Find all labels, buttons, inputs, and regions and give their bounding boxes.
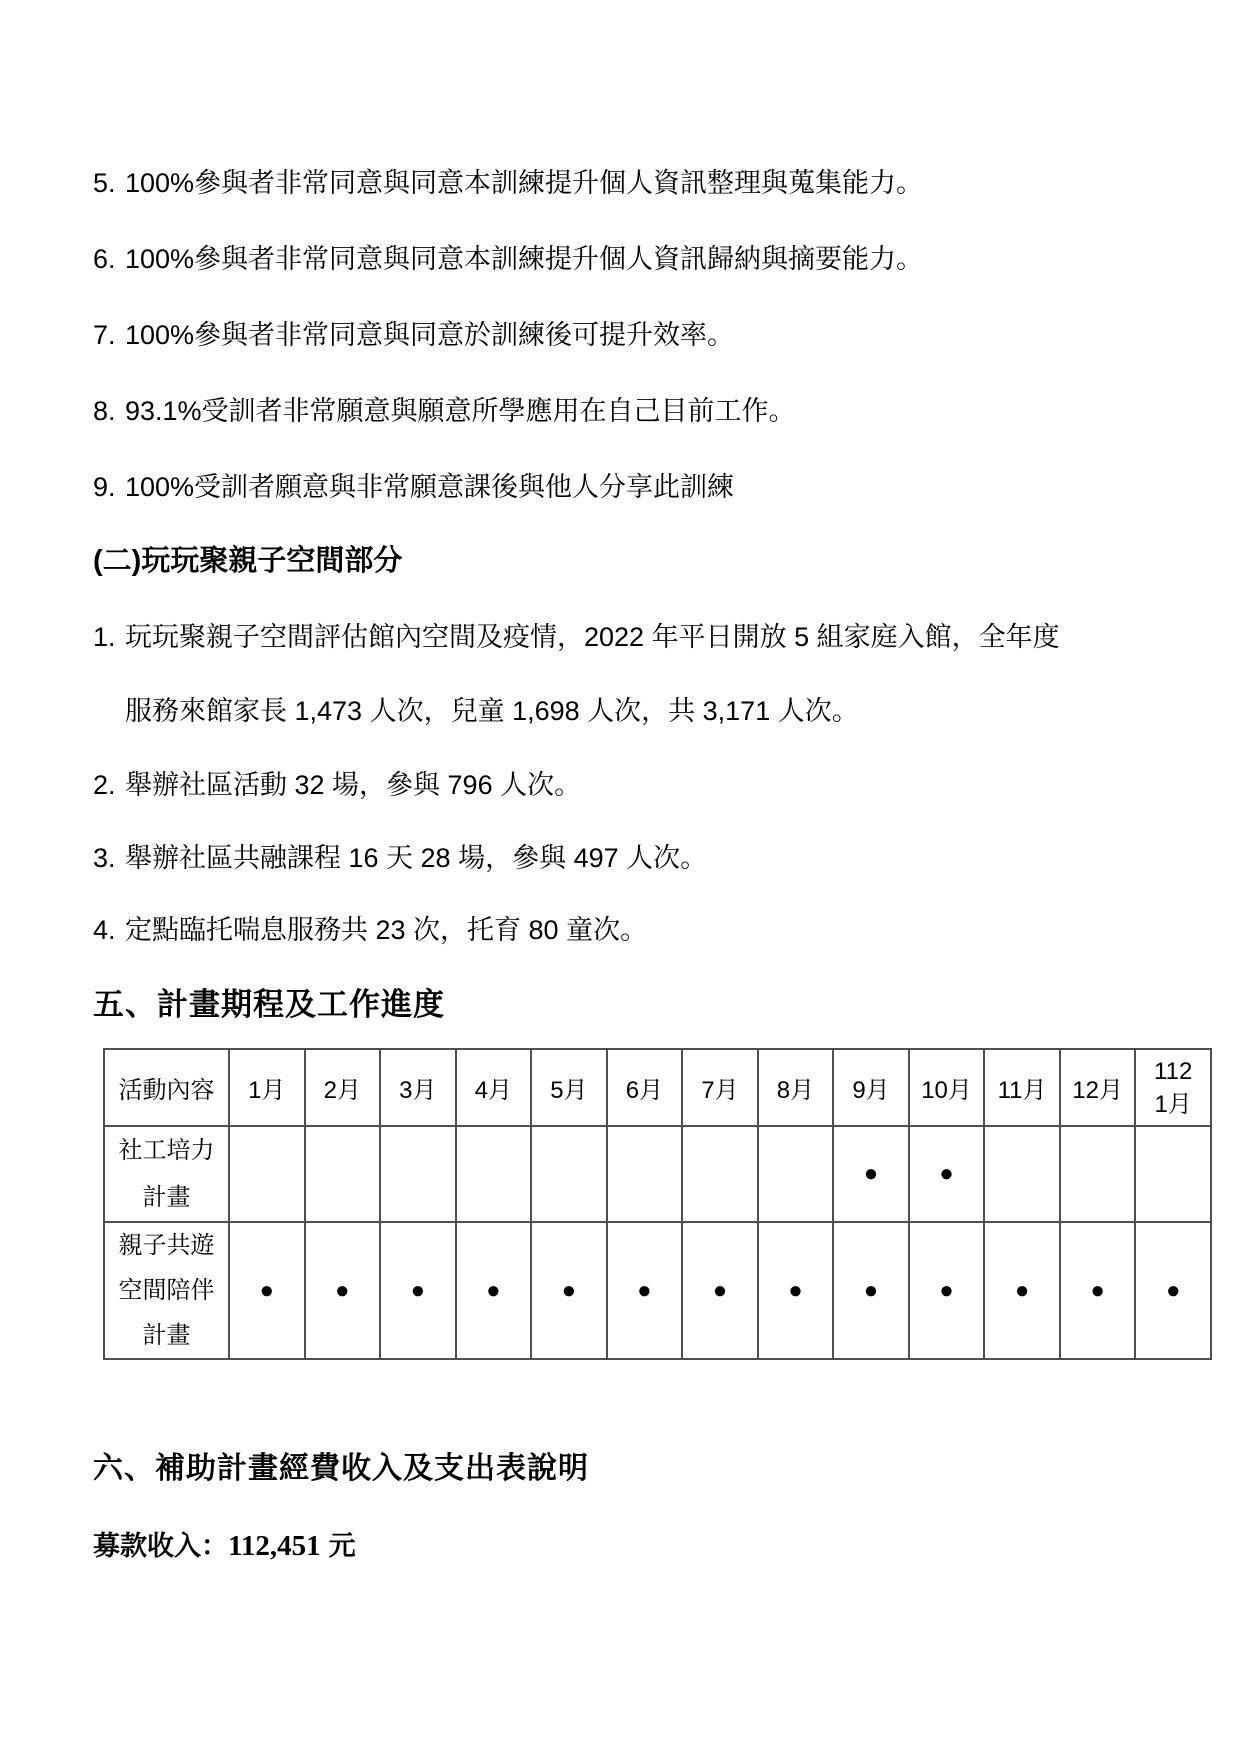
schedule-header-month: 9月 [833, 1049, 909, 1126]
list-item [93, 394, 796, 428]
label-line: 親子共遊 [118, 1232, 215, 1259]
list-item-text: 定點臨托喘息服務共 23 次，托育 80 童次。 [125, 915, 648, 945]
list-item-number: 8. [93, 396, 116, 426]
income-label: 募款收入： [93, 1531, 228, 1561]
list-item-number: 1. [93, 622, 116, 652]
list-item-text: 100%受訓者願意與非常願意課後與他人分享此訓練 [125, 472, 735, 502]
list-item-text: 100%參與者非常同意與同意本訓練提升個人資訊歸納與摘要能力。 [125, 244, 924, 274]
schedule-cell: ● [305, 1222, 381, 1359]
schedule-cell: ● [531, 1222, 607, 1359]
schedule-header-month: 1月 [229, 1049, 305, 1126]
list-item [93, 620, 1060, 654]
schedule-cell: ● [833, 1126, 909, 1222]
list-item-number: 3. [93, 843, 116, 873]
schedule-cell [607, 1126, 683, 1222]
schedule-cell: ● [682, 1222, 758, 1359]
list-item [93, 768, 581, 802]
list-item [93, 318, 734, 352]
schedule-row-label [104, 1126, 229, 1222]
schedule-header-month: 6月 [607, 1049, 683, 1126]
income-unit: 元 [328, 1531, 356, 1561]
schedule-header-month: 3月 [380, 1049, 456, 1126]
schedule-header-month: 4月 [456, 1049, 532, 1126]
table-header-row [104, 1049, 1211, 1126]
schedule-row-label [104, 1222, 229, 1359]
schedule-cell: ● [833, 1222, 909, 1359]
table-row [104, 1222, 1211, 1359]
schedule-cell: ● [229, 1222, 305, 1359]
schedule-cell [1060, 1126, 1136, 1222]
list-item-number: 2. [93, 770, 116, 800]
list-item-text: 100%參與者非常同意與同意本訓練提升個人資訊整理與蒐集能力。 [125, 168, 924, 198]
list-item-number: 7. [93, 320, 116, 350]
list-item [93, 841, 707, 875]
schedule-header-month-112-1 [1135, 1049, 1211, 1126]
schedule-header-month: 5月 [531, 1049, 607, 1126]
schedule-cell [531, 1126, 607, 1222]
schedule-header-month: 11月 [984, 1049, 1060, 1126]
list-item [93, 242, 923, 276]
table-row [104, 1126, 1211, 1222]
header-line: 1月 [1154, 1090, 1192, 1118]
list-item-number: 4. [93, 915, 116, 945]
schedule-cell: ● [380, 1222, 456, 1359]
schedule-header-month: 8月 [758, 1049, 834, 1126]
schedule-cell: ● [456, 1222, 532, 1359]
schedule-header-month: 7月 [682, 1049, 758, 1126]
income-amount: 112,451 [228, 1530, 321, 1562]
schedule-header-month: 12月 [1060, 1049, 1136, 1126]
schedule-cell [682, 1126, 758, 1222]
label-line: 空間陪伴 [118, 1277, 215, 1304]
list-item-text: 舉辦社區活動 32 場，參與 796 人次。 [125, 770, 582, 800]
schedule-cell: ● [984, 1222, 1060, 1359]
list-item-text: 服務來館家長 1,473 人次，兒童 1,698 人次，共 3,171 人次。 [125, 696, 859, 726]
schedule-cell: ● [758, 1222, 834, 1359]
list-item-number: 5. [93, 168, 116, 198]
schedule-cell: ● [607, 1222, 683, 1359]
section-heading-5: 五、計畫期程及工作進度 [93, 987, 445, 1022]
list-item-text: 100%參與者非常同意與同意於訓練後可提升效率。 [125, 320, 735, 350]
schedule-cell [380, 1126, 456, 1222]
list-item-text: 93.1%受訓者非常願意與願意所學應用在自己目前工作。 [125, 396, 796, 426]
list-item [93, 913, 647, 947]
list-item-text: 舉辦社區共融課程 16 天 28 場，參與 497 人次。 [125, 843, 708, 873]
schedule-header-activity: 活動內容 [104, 1049, 229, 1126]
label-line: 計畫 [142, 1184, 191, 1211]
schedule-cell [758, 1126, 834, 1222]
section-heading-2: (二)玩玩聚親子空間部分 [93, 545, 403, 577]
income-line [93, 1528, 356, 1564]
list-item-continuation [125, 694, 859, 728]
section-heading-6: 六、補助計畫經費收入及支出表說明 [93, 1452, 589, 1485]
list-item-number: 9. [93, 472, 116, 502]
schedule-cell [1135, 1126, 1211, 1222]
schedule-header-month: 10月 [909, 1049, 985, 1126]
list-item [93, 470, 734, 504]
label-line: 社工培力 [118, 1137, 215, 1164]
schedule-cell [229, 1126, 305, 1222]
schedule-cell: ● [909, 1222, 985, 1359]
schedule-cell [984, 1126, 1060, 1222]
schedule-cell [456, 1126, 532, 1222]
label-line: 計畫 [142, 1322, 191, 1349]
list-item-text: 玩玩聚親子空間評估館內空間及疫情，2022 年平日開放 5 組家庭入館，全年度 [125, 622, 1060, 652]
schedule-table [103, 1048, 1212, 1360]
schedule-header-month: 2月 [305, 1049, 381, 1126]
schedule-cell [305, 1126, 381, 1222]
schedule-cell: ● [909, 1126, 985, 1222]
list-item [93, 166, 923, 200]
schedule-cell: ● [1060, 1222, 1136, 1359]
schedule-cell: ● [1135, 1222, 1211, 1359]
list-item-number: 6. [93, 244, 116, 274]
header-line: 112 [1154, 1057, 1193, 1085]
